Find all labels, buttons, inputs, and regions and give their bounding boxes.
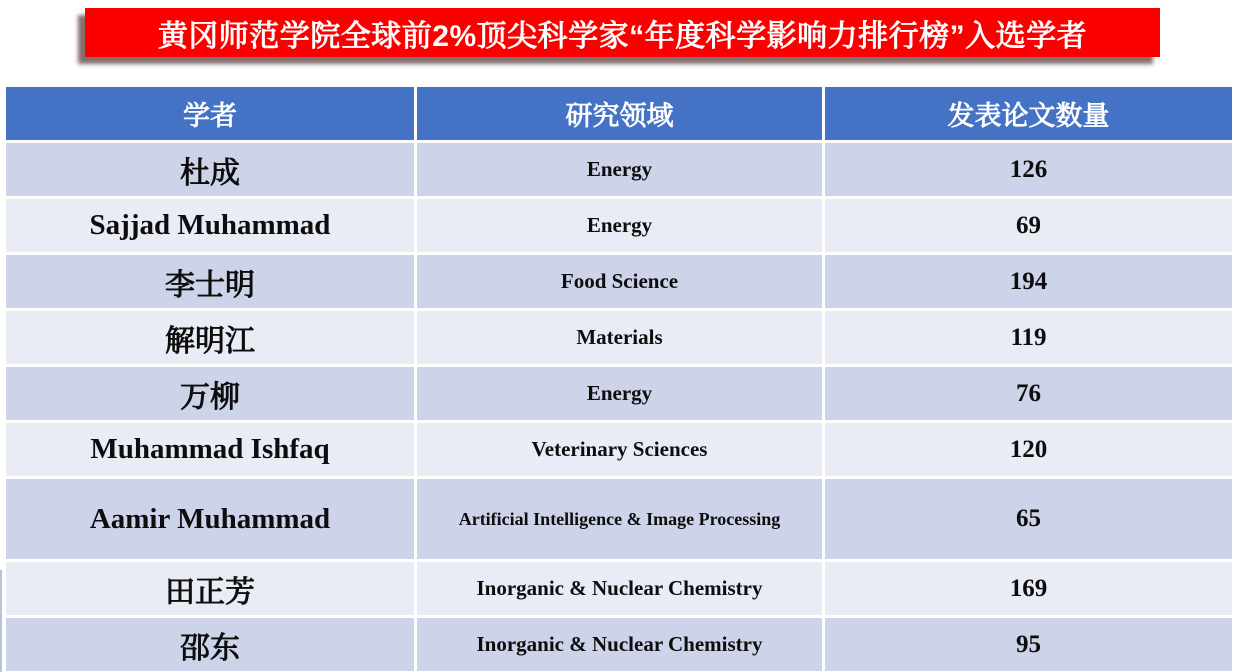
left-edge-artifact — [0, 570, 2, 672]
scholar-cell: 田正芳 — [6, 562, 414, 615]
paper-count-cell: 76 — [825, 367, 1232, 420]
slide-title: 黄冈师范学院全球前2%顶尖科学家“年度科学影响力排行榜”入选学者 — [157, 19, 1088, 53]
research-field-text: Food Science — [560, 269, 679, 294]
research-field-cell — [417, 199, 822, 252]
scholar-cell: 李士明 — [6, 255, 414, 308]
paper-count-cell: 169 — [825, 562, 1232, 615]
column-header-paper-count: 发表论文数量 — [825, 87, 1232, 140]
scholar-cell: 杜成 — [6, 143, 414, 196]
scholar-cell: 万柳 — [6, 367, 414, 420]
research-field-text: Inorganic & Nuclear Chemistry — [476, 632, 763, 657]
research-field-cell — [417, 311, 822, 364]
research-field-text: Inorganic & Nuclear Chemistry — [476, 576, 763, 601]
research-field-text: Energy — [586, 157, 653, 182]
research-field-cell — [417, 618, 822, 671]
column-header-research-field: 研究领域 — [417, 87, 822, 140]
slide-title-banner — [85, 8, 1160, 57]
paper-count-cell: 120 — [825, 423, 1232, 476]
research-field-cell — [417, 562, 822, 615]
research-field-text: Energy — [586, 213, 653, 238]
research-field-cell — [417, 367, 822, 420]
paper-count-cell: 126 — [825, 143, 1232, 196]
scholar-cell: Sajjad Muhammad — [6, 199, 414, 252]
research-field-cell — [417, 143, 822, 196]
research-field-cell — [417, 423, 822, 476]
scholar-cell: Muhammad Ishfaq — [6, 423, 414, 476]
research-field-text: Artificial Intelligence & Image Processing — [458, 509, 781, 529]
research-field-cell — [417, 255, 822, 308]
research-field-text: Energy — [586, 381, 653, 406]
research-field-text: Veterinary Sciences — [531, 437, 708, 462]
paper-count-cell: 119 — [825, 311, 1232, 364]
paper-count-cell: 69 — [825, 199, 1232, 252]
paper-count-cell: 95 — [825, 618, 1232, 671]
research-field-text: Materials — [576, 325, 663, 350]
scholar-cell: 解明江 — [6, 311, 414, 364]
paper-count-cell: 194 — [825, 255, 1232, 308]
scholar-cell: 邵东 — [6, 618, 414, 671]
research-field-cell — [417, 479, 822, 559]
scholars-table — [6, 87, 1232, 671]
column-header-scholar: 学者 — [6, 87, 414, 140]
paper-count-cell: 65 — [825, 479, 1232, 559]
scholar-cell: Aamir Muhammad — [6, 479, 414, 559]
